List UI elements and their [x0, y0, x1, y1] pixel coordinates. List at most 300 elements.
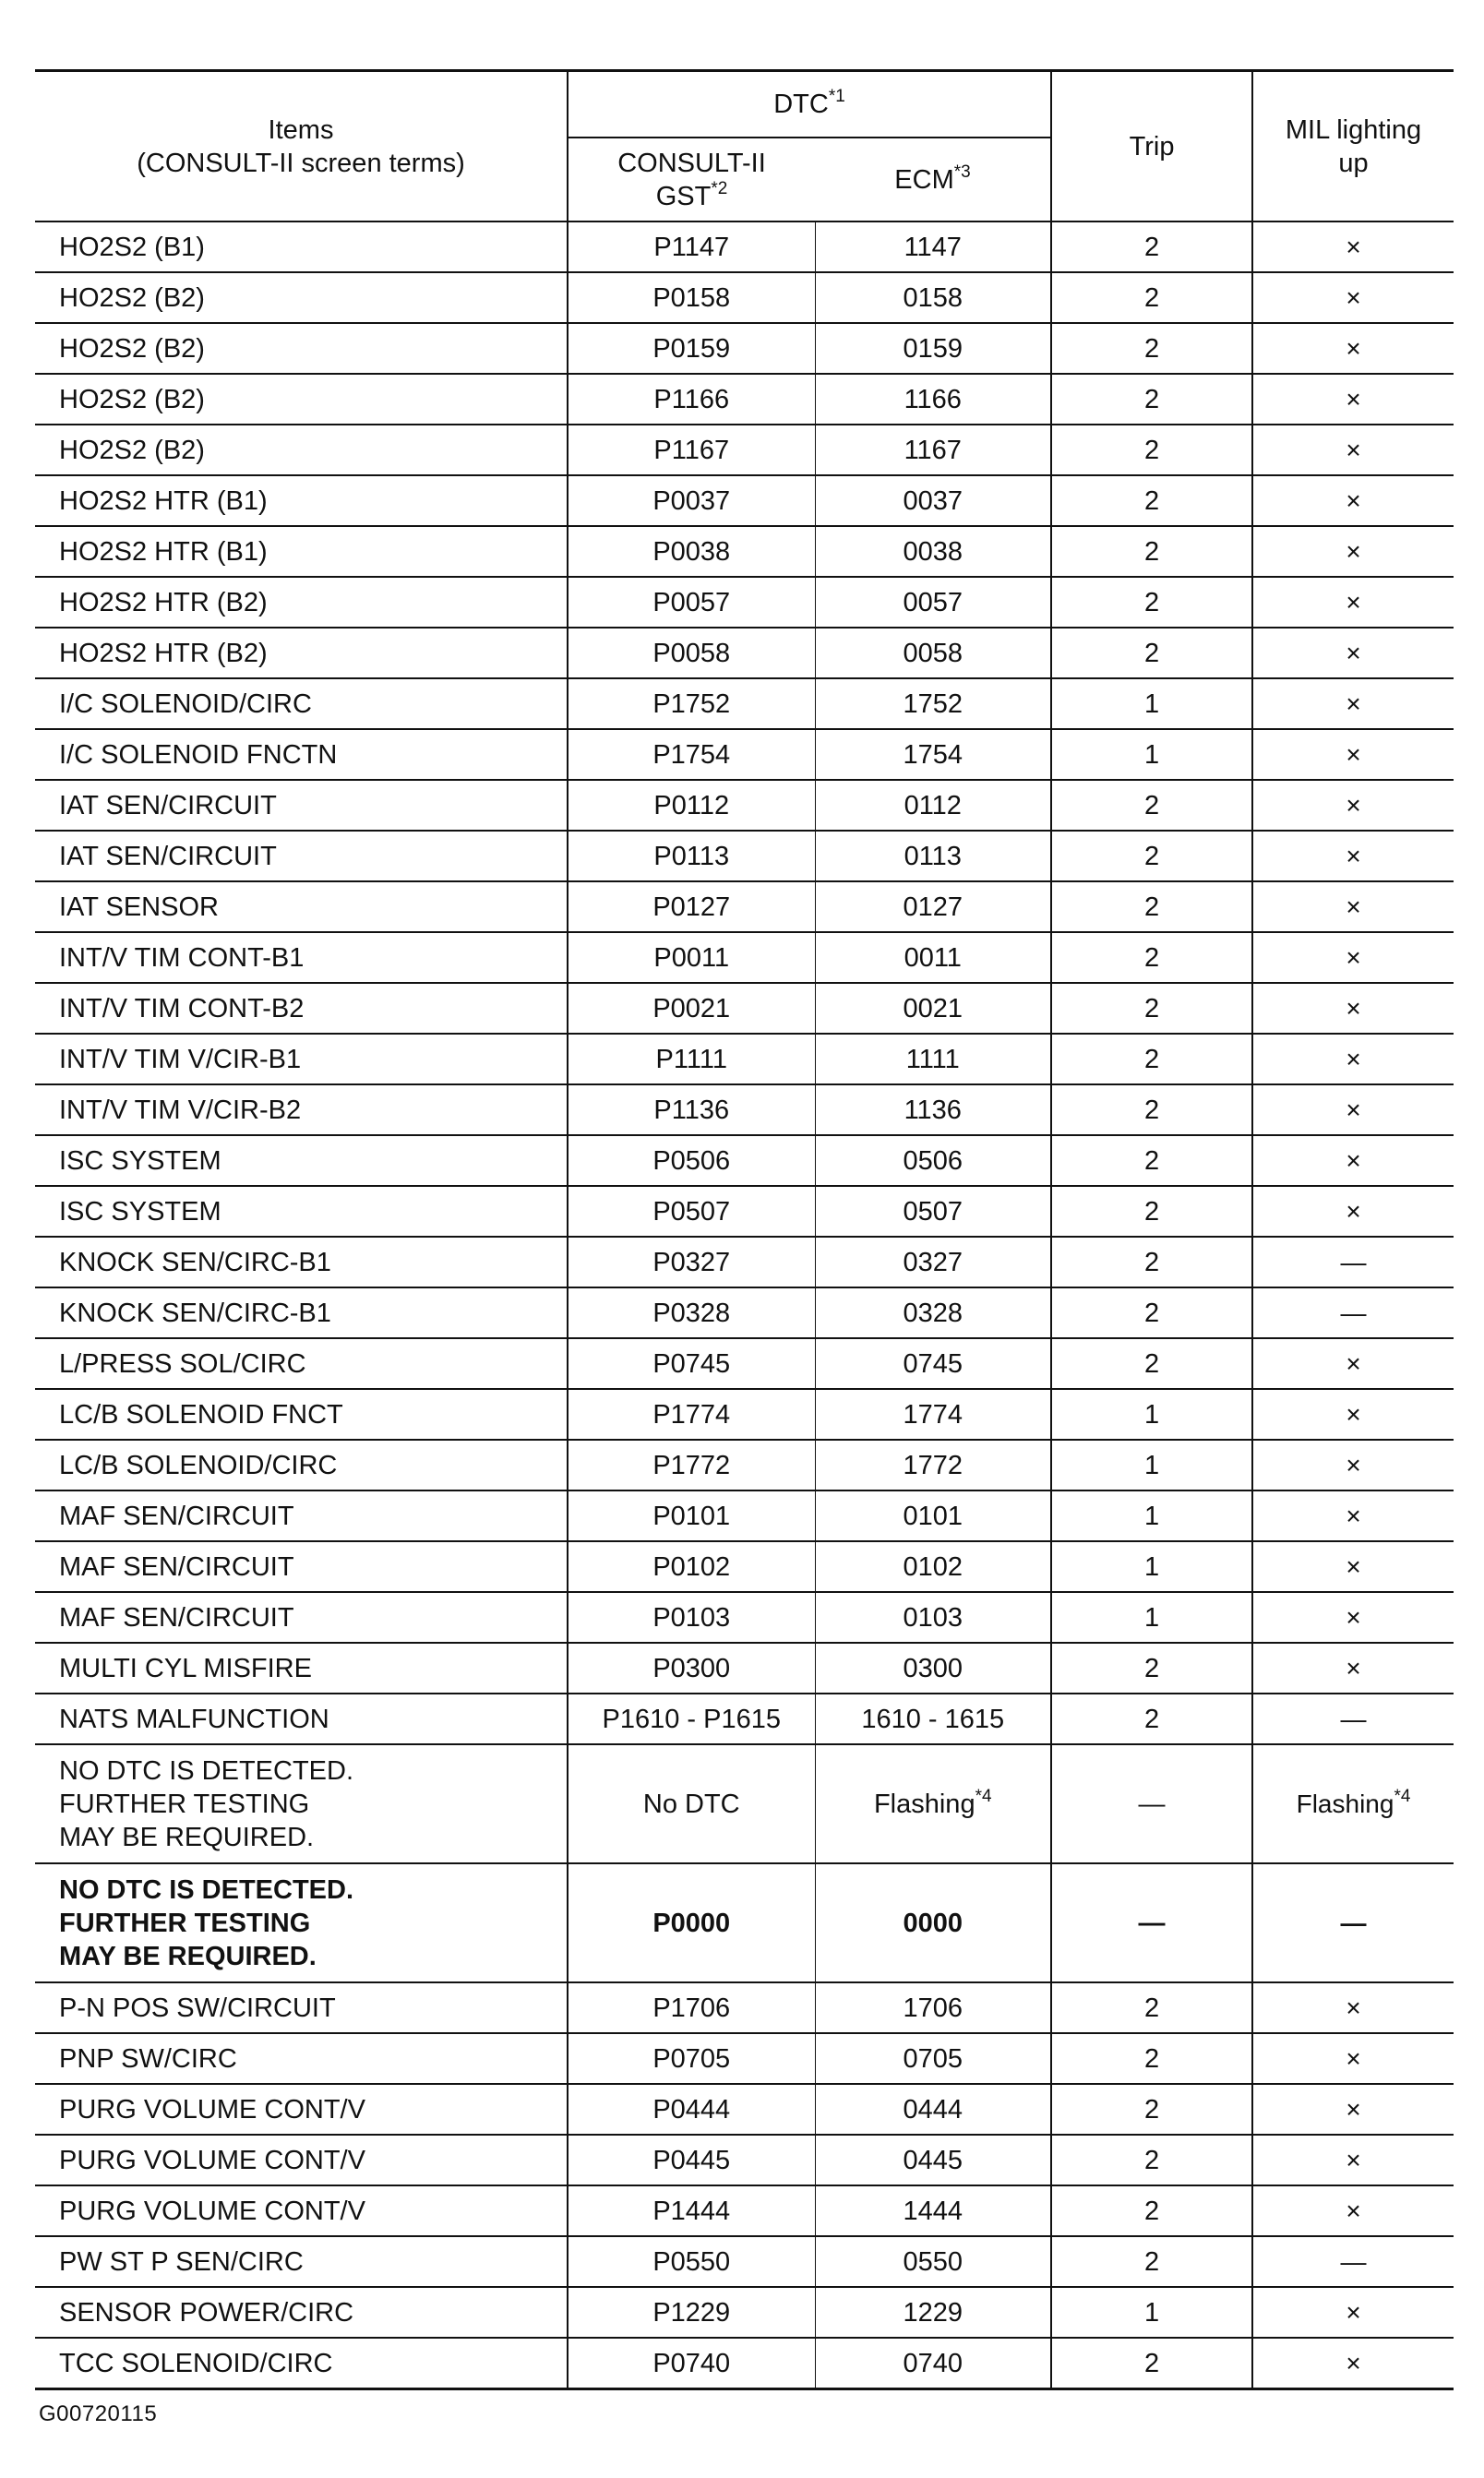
cell-trip [1051, 1863, 1252, 1982]
cell-consult-code-text: P0158 [652, 282, 731, 313]
cell-ecm-code-text: 0444 [903, 2094, 963, 2125]
cell-item-text: HO2S2 HTR (B2) [59, 638, 268, 668]
cell-item-text: PW ST P SEN/CIRC [59, 2246, 304, 2277]
cell-trip-text: 1 [1143, 688, 1160, 719]
table-row [35, 1592, 1454, 1643]
cell-trip [1051, 1135, 1252, 1186]
cell-ecm-code-text: 1706 [903, 1993, 963, 2023]
table-row [35, 1237, 1454, 1287]
cell-trip [1051, 272, 1252, 323]
cell-item-text: L/PRESS SOL/CIRC [59, 1348, 306, 1379]
cell-consult-code-text: P0507 [652, 1196, 731, 1227]
cell-consult-code-text: P0000 [652, 1908, 731, 1938]
cell-item-text: IAT SENSOR [59, 892, 219, 922]
table-row [35, 2033, 1454, 2084]
cell-item [35, 983, 568, 1034]
cell-consult-code [568, 2338, 815, 2389]
cell-trip-text: 2 [1143, 384, 1160, 414]
cell-consult-code-text: P1147 [653, 232, 730, 262]
cell-mil-text: — [1340, 1247, 1367, 1276]
cell-trip [1051, 678, 1252, 729]
cell-ecm-code-text: 0037 [903, 485, 963, 516]
cell-ecm-code-text: 0445 [903, 2145, 963, 2175]
cell-trip-text: — [1138, 1789, 1166, 1819]
table-row [35, 1982, 1454, 2033]
cell-ecm-code-text: 0058 [903, 638, 963, 668]
cell-mil [1252, 2033, 1454, 2084]
cell-consult-code-text: P0705 [652, 2043, 731, 2074]
cell-item [35, 2084, 568, 2135]
cell-trip-text: 2 [1143, 587, 1160, 617]
cell-item-text: NATS MALFUNCTION [59, 1704, 329, 1734]
cell-consult-code-text: P1167 [653, 435, 730, 465]
header-consult-label: CONSULT-II GST [617, 148, 766, 211]
cell-consult-code-text: P0101 [652, 1501, 731, 1531]
cell-consult-code [568, 2185, 815, 2236]
cell-item [35, 374, 568, 425]
cell-item-text: ISC SYSTEM [59, 1196, 221, 1227]
cell-trip [1051, 831, 1252, 881]
cell-mil-text: — [1340, 1704, 1367, 1733]
cell-mil [1252, 1490, 1454, 1541]
cell-item [35, 272, 568, 323]
header-consult-footnote: *2 [711, 178, 728, 198]
cell-consult-code [568, 1982, 815, 2033]
cell-trip [1051, 628, 1252, 678]
table-row [35, 323, 1454, 374]
cell-trip-text: 2 [1143, 232, 1160, 262]
cell-consult-code-text: P1772 [652, 1450, 731, 1480]
cell-consult-code [568, 323, 815, 374]
cell-item-text: ISC SYSTEM [59, 1145, 221, 1176]
cell-mil-text: × [1346, 2094, 1361, 2124]
cell-mil-text: × [1346, 892, 1361, 921]
table-row [35, 1186, 1454, 1237]
header-mil: MIL lighting up [1252, 71, 1454, 222]
cell-mil [1252, 1135, 1454, 1186]
table-row [35, 1084, 1454, 1135]
header-items: Items (CONSULT-II screen terms) [35, 71, 568, 222]
cell-item [35, 2236, 568, 2287]
cell-consult-code-text: P0011 [653, 942, 730, 973]
cell-mil-text: × [1346, 1993, 1361, 2022]
cell-trip-text: 2 [1143, 993, 1160, 1024]
cell-mil [1252, 221, 1454, 272]
cell-consult-code [568, 1338, 815, 1389]
cell-trip [1051, 1338, 1252, 1389]
cell-trip [1051, 1186, 1252, 1237]
table-row [35, 1034, 1454, 1084]
table-row [35, 1643, 1454, 1694]
cell-consult-code-text: P0021 [652, 993, 731, 1024]
table-row [35, 2084, 1454, 2135]
cell-item-text: HO2S2 (B1) [59, 232, 205, 262]
dtc-table-container [35, 69, 1454, 2390]
cell-consult-code [568, 1744, 815, 1863]
cell-ecm-code [815, 1034, 1051, 1084]
cell-consult-code-text: P0127 [652, 892, 731, 922]
cell-item [35, 1084, 568, 1135]
cell-trip [1051, 2338, 1252, 2389]
cell-ecm-code-text: 0705 [903, 2043, 963, 2074]
cell-item [35, 780, 568, 831]
cell-item-text: KNOCK SEN/CIRC-B1 [59, 1247, 331, 1277]
cell-consult-code [568, 221, 815, 272]
cell-item [35, 1744, 568, 1863]
cell-consult-code [568, 1084, 815, 1135]
cell-ecm-code [815, 1490, 1051, 1541]
cell-item [35, 221, 568, 272]
cell-consult-code-text: P0113 [653, 841, 730, 871]
cell-item [35, 1490, 568, 1541]
cell-mil [1252, 2338, 1454, 2389]
table-row [35, 1287, 1454, 1338]
cell-ecm-code [815, 526, 1051, 577]
header-ecm-label: ECM [894, 164, 954, 195]
cell-consult-code [568, 729, 815, 780]
table-row [35, 1694, 1454, 1744]
cell-mil-text: × [1346, 536, 1361, 566]
table-row [35, 1541, 1454, 1592]
cell-ecm-code [815, 1287, 1051, 1338]
cell-consult-code [568, 932, 815, 983]
cell-item [35, 2033, 568, 2084]
cell-ecm-code-text: 0021 [903, 993, 963, 1024]
cell-item-text: MAF SEN/CIRCUIT [59, 1501, 294, 1531]
cell-item-text: PURG VOLUME CONT/V [59, 2094, 365, 2125]
cell-ecm-code [815, 425, 1051, 475]
cell-trip-text: 2 [1143, 638, 1160, 668]
table-row [35, 1863, 1454, 1982]
cell-mil-text: × [1346, 2145, 1361, 2174]
cell-mil-text: × [1346, 282, 1361, 312]
table-row [35, 1135, 1454, 1186]
cell-trip [1051, 1237, 1252, 1287]
cell-trip-text: 2 [1143, 1653, 1160, 1683]
cell-consult-code [568, 577, 815, 628]
cell-mil-footnote: *4 [1394, 1786, 1411, 1806]
cell-consult-code [568, 425, 815, 475]
cell-item [35, 932, 568, 983]
cell-ecm-code-text: 0127 [903, 892, 963, 922]
cell-ecm-code [815, 628, 1051, 678]
cell-consult-code-text: P1610 - P1615 [602, 1704, 781, 1734]
cell-item-text: INT/V TIM V/CIR-B1 [59, 1044, 302, 1074]
cell-mil-text: — [1340, 2246, 1367, 2276]
cell-consult-code [568, 2135, 815, 2185]
cell-consult-code [568, 1440, 815, 1490]
cell-ecm-code-text: 0300 [903, 1653, 963, 1683]
table-row [35, 475, 1454, 526]
cell-ecm-code-text: 0740 [903, 2348, 963, 2378]
cell-item-text: MULTI CYL MISFIRE [59, 1653, 312, 1683]
cell-trip-text: 1 [1143, 2297, 1160, 2328]
cell-consult-code [568, 374, 815, 425]
cell-item [35, 729, 568, 780]
table-row [35, 1440, 1454, 1490]
cell-mil [1252, 1287, 1454, 1338]
cell-consult-code-text: P1752 [652, 688, 731, 719]
cell-trip-text: 1 [1143, 1399, 1160, 1430]
cell-consult-code-text: P0300 [652, 1653, 731, 1683]
cell-ecm-code-footnote: *4 [975, 1786, 992, 1806]
cell-ecm-code [815, 221, 1051, 272]
cell-item [35, 323, 568, 374]
cell-trip [1051, 1694, 1252, 1744]
cell-item-text: INT/V TIM V/CIR-B2 [59, 1095, 302, 1125]
cell-ecm-code [815, 983, 1051, 1034]
table-row [35, 780, 1454, 831]
cell-ecm-code-text: 1610 - 1615 [861, 1704, 1005, 1734]
table-row [35, 628, 1454, 678]
cell-mil [1252, 577, 1454, 628]
cell-trip-text: 1 [1143, 739, 1160, 770]
table-row [35, 831, 1454, 881]
table-row [35, 2135, 1454, 2185]
cell-mil-text: × [1346, 739, 1361, 769]
cell-mil [1252, 729, 1454, 780]
cell-mil [1252, 2185, 1454, 2236]
header-trip: Trip [1051, 71, 1252, 222]
cell-trip-text: 2 [1143, 536, 1160, 567]
cell-trip-text: 1 [1143, 1501, 1160, 1531]
cell-item [35, 1338, 568, 1389]
cell-mil [1252, 983, 1454, 1034]
cell-trip-text: 2 [1143, 1044, 1160, 1074]
cell-trip [1051, 221, 1252, 272]
cell-consult-code [568, 272, 815, 323]
cell-trip [1051, 1541, 1252, 1592]
cell-item [35, 577, 568, 628]
cell-ecm-code [815, 577, 1051, 628]
cell-consult-code [568, 1541, 815, 1592]
table-row [35, 2338, 1454, 2389]
cell-ecm-code-text: 1136 [904, 1095, 962, 1125]
cell-mil-text: × [1346, 2043, 1361, 2073]
cell-item-text: LC/B SOLENOID/CIRC [59, 1450, 338, 1480]
cell-ecm-code [815, 2236, 1051, 2287]
dtc-table-body [35, 221, 1454, 2389]
cell-consult-code [568, 2236, 815, 2287]
cell-mil [1252, 2084, 1454, 2135]
cell-trip [1051, 1490, 1252, 1541]
cell-item-text: I/C SOLENOID FNCTN [59, 739, 338, 770]
cell-consult-code [568, 628, 815, 678]
table-row [35, 881, 1454, 932]
cell-mil [1252, 2135, 1454, 2185]
cell-mil-text: × [1346, 1095, 1361, 1124]
cell-trip [1051, 881, 1252, 932]
cell-ecm-code-text: 0101 [903, 1501, 963, 1531]
cell-item [35, 425, 568, 475]
cell-trip-text: 2 [1143, 1145, 1160, 1176]
cell-trip-text: 2 [1143, 2348, 1160, 2378]
cell-consult-code-text: No DTC [642, 1789, 740, 1819]
cell-ecm-code [815, 881, 1051, 932]
cell-consult-code [568, 1389, 815, 1440]
cell-item-text: HO2S2 (B2) [59, 435, 205, 465]
cell-item-text: NO DTC IS DETECTED. FURTHER TESTING MAY BE REQUIRED. [59, 1755, 354, 1852]
cell-trip [1051, 2033, 1252, 2084]
cell-mil-text: × [1346, 993, 1361, 1023]
cell-item-text: P-N POS SW/CIRCUIT [59, 1993, 336, 2023]
cell-mil-text: × [1346, 587, 1361, 617]
table-row [35, 2185, 1454, 2236]
cell-mil [1252, 272, 1454, 323]
cell-mil [1252, 678, 1454, 729]
cell-mil-text: × [1346, 232, 1361, 261]
cell-consult-code-text: P0444 [652, 2094, 731, 2125]
cell-item [35, 2338, 568, 2389]
cell-consult-code [568, 1863, 815, 1982]
table-row [35, 2236, 1454, 2287]
cell-trip [1051, 577, 1252, 628]
cell-consult-code-text: P1444 [652, 2196, 731, 2226]
cell-mil [1252, 1863, 1454, 1982]
cell-ecm-code [815, 1592, 1051, 1643]
cell-ecm-code [815, 2287, 1051, 2338]
cell-trip [1051, 1034, 1252, 1084]
cell-ecm-code-text: 0159 [903, 333, 963, 364]
cell-trip [1051, 1982, 1252, 2033]
cell-mil-text: × [1346, 1450, 1361, 1479]
cell-ecm-code [815, 2084, 1051, 2135]
cell-ecm-code [815, 2185, 1051, 2236]
cell-consult-code-text: P0745 [652, 1348, 731, 1379]
cell-ecm-code [815, 1135, 1051, 1186]
cell-item [35, 678, 568, 729]
cell-trip-text: 2 [1143, 2196, 1160, 2226]
cell-mil [1252, 1592, 1454, 1643]
cell-mil [1252, 1034, 1454, 1084]
cell-ecm-code [815, 374, 1051, 425]
cell-mil [1252, 1237, 1454, 1287]
cell-trip [1051, 2287, 1252, 2338]
cell-item [35, 881, 568, 932]
cell-mil-text: × [1346, 1348, 1361, 1378]
cell-item [35, 1287, 568, 1338]
cell-trip-text: 2 [1143, 942, 1160, 973]
cell-item [35, 1541, 568, 1592]
cell-trip-text: 1 [1143, 1551, 1160, 1582]
cell-mil [1252, 2236, 1454, 2287]
cell-trip [1051, 374, 1252, 425]
cell-mil [1252, 475, 1454, 526]
cell-ecm-code-text: 1229 [903, 2297, 963, 2328]
cell-item-text: HO2S2 (B2) [59, 384, 205, 414]
cell-ecm-code-text: 0112 [904, 790, 962, 820]
cell-consult-code-text: P0740 [652, 2348, 731, 2378]
cell-consult-code [568, 1135, 815, 1186]
cell-mil [1252, 1744, 1454, 1863]
cell-ecm-code-text: 1166 [904, 384, 962, 414]
cell-mil [1252, 1338, 1454, 1389]
cell-trip [1051, 1389, 1252, 1440]
cell-ecm-code-text: Flashing [873, 1789, 975, 1819]
cell-item [35, 1034, 568, 1084]
cell-ecm-code-text: 1147 [904, 232, 962, 262]
cell-mil-text: — [1340, 1908, 1367, 1937]
cell-mil [1252, 1440, 1454, 1490]
cell-trip [1051, 1592, 1252, 1643]
cell-item [35, 1982, 568, 2033]
cell-ecm-code [815, 780, 1051, 831]
cell-consult-code [568, 475, 815, 526]
figure-code: G00720115 [39, 2401, 158, 2426]
cell-ecm-code-text: 0000 [903, 1908, 963, 1938]
cell-item [35, 1863, 568, 1982]
cell-ecm-code [815, 1541, 1051, 1592]
cell-consult-code [568, 881, 815, 932]
cell-consult-code-text: P0058 [652, 638, 731, 668]
table-row [35, 983, 1454, 1034]
cell-trip-text: 2 [1143, 790, 1160, 820]
cell-mil-text: × [1346, 1602, 1361, 1632]
cell-ecm-code-text: 0158 [903, 282, 963, 313]
cell-ecm-code-text: 0745 [903, 1348, 963, 1379]
cell-ecm-code-text: 0328 [903, 1298, 963, 1328]
cell-ecm-code-text: 0506 [903, 1145, 963, 1176]
cell-item [35, 831, 568, 881]
cell-trip-text: 2 [1143, 2145, 1160, 2175]
cell-consult-code-text: P1774 [652, 1399, 731, 1430]
cell-ecm-code-text: 0507 [903, 1196, 963, 1227]
cell-mil [1252, 881, 1454, 932]
cell-trip [1051, 2084, 1252, 2135]
cell-trip-text: 2 [1143, 1196, 1160, 1227]
cell-item [35, 526, 568, 577]
cell-trip-text: 1 [1143, 1450, 1160, 1480]
header-dtc [568, 71, 1051, 138]
cell-consult-code-text: P0327 [652, 1247, 731, 1277]
cell-mil-text: × [1346, 1399, 1361, 1429]
cell-mil [1252, 425, 1454, 475]
cell-mil-text: × [1346, 1653, 1361, 1682]
cell-ecm-code-text: 1111 [905, 1044, 960, 1074]
cell-mil [1252, 323, 1454, 374]
cell-ecm-code [815, 1389, 1051, 1440]
cell-ecm-code-text: 0327 [903, 1247, 963, 1277]
cell-mil [1252, 831, 1454, 881]
cell-trip-text: 1 [1143, 1602, 1160, 1633]
cell-mil-text: × [1346, 333, 1361, 363]
cell-ecm-code [815, 729, 1051, 780]
cell-trip [1051, 425, 1252, 475]
cell-mil [1252, 1186, 1454, 1237]
table-row [35, 1338, 1454, 1389]
cell-mil-text: × [1346, 1196, 1361, 1226]
cell-item [35, 1186, 568, 1237]
cell-item [35, 1135, 568, 1186]
cell-ecm-code-text: 0011 [904, 942, 962, 973]
cell-consult-code-text: P0112 [653, 790, 730, 820]
cell-item-text: INT/V TIM CONT-B2 [59, 993, 305, 1024]
cell-trip-text: 2 [1143, 282, 1160, 313]
cell-item [35, 2135, 568, 2185]
cell-mil-text: × [1346, 485, 1361, 515]
cell-consult-code [568, 831, 815, 881]
cell-trip [1051, 323, 1252, 374]
cell-item [35, 2185, 568, 2236]
cell-item [35, 1592, 568, 1643]
cell-ecm-code-text: 0102 [903, 1551, 963, 1582]
cell-item [35, 2287, 568, 2338]
cell-trip-text: 2 [1143, 1993, 1160, 2023]
cell-item-text: MAF SEN/CIRCUIT [59, 1602, 294, 1633]
cell-consult-code [568, 1643, 815, 1694]
cell-ecm-code [815, 831, 1051, 881]
cell-trip [1051, 729, 1252, 780]
